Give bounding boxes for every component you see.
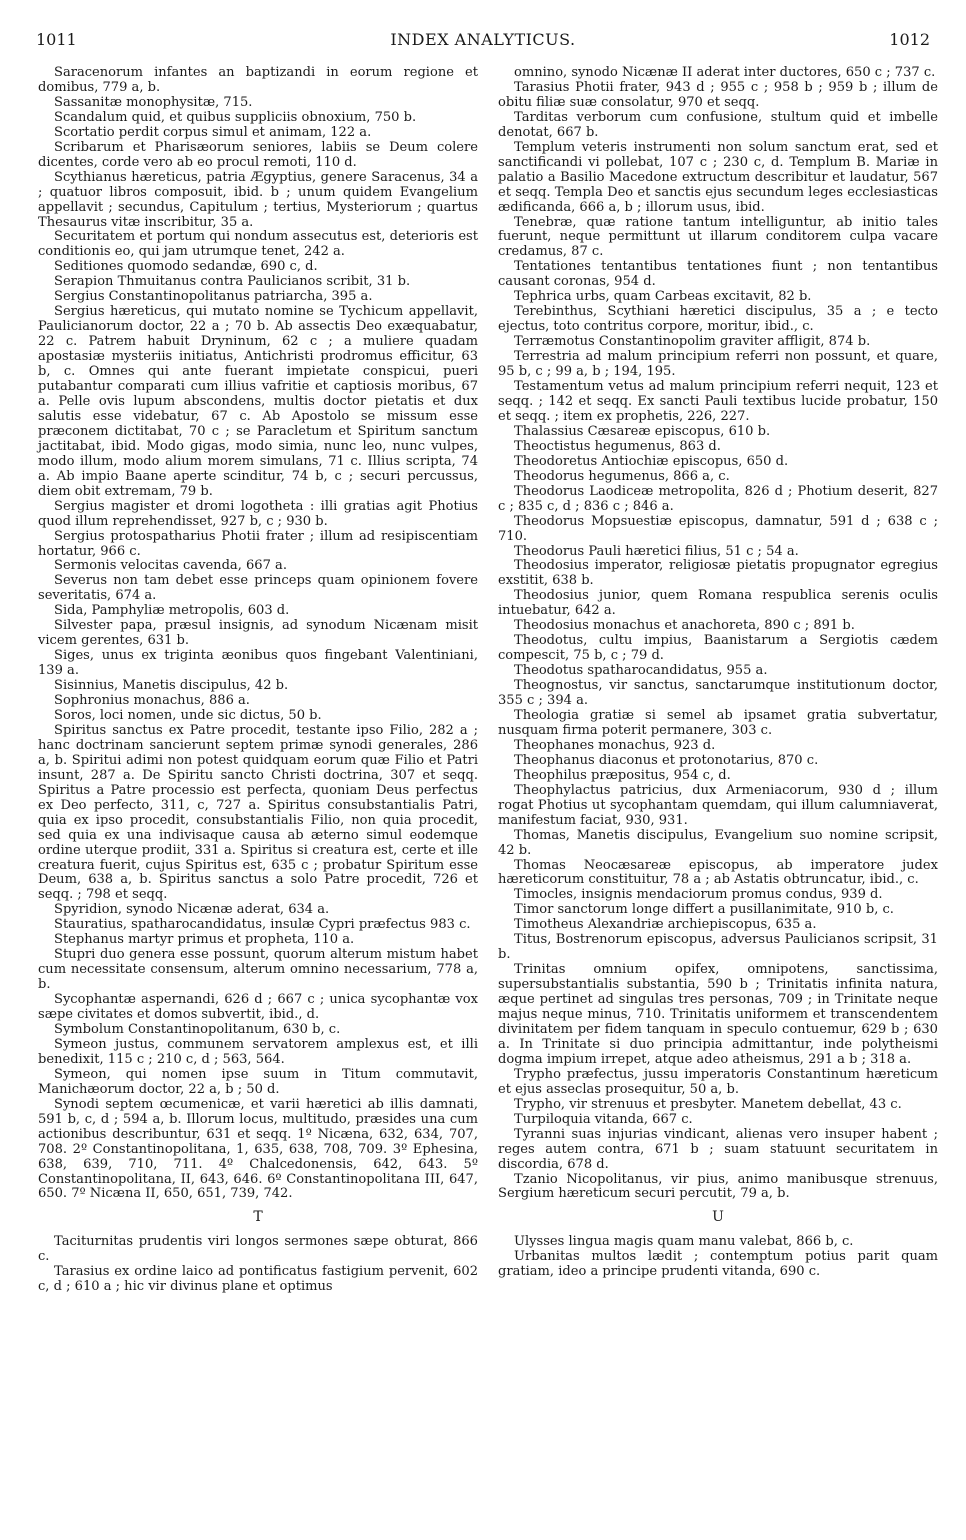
index-entry: Soros, loci nomen, unde sic dictus, 50 b.	[54, 707, 322, 723]
index-entry: Terrestria ad malum principium referri non possunt, et quare, 95 b, c ; 99 a, b ; 194, 195.	[498, 349, 938, 380]
index-entry: Sassanitæ monophysitæ, 715.	[54, 94, 253, 110]
index-entry: Trypho, vir strenuus et presbyter. Manetem debellat, 43 c.	[514, 1096, 902, 1112]
index-entry: Sycophantæ aspernandi, 626 d ; 667 c ; unica sycophantæ vox sæpe civitates et domos subvertit, ibid., d.	[38, 992, 478, 1023]
index-entry: Tzanio Nicopolitanus, vir pius, animo manibusque strenuus, Sergium hæreticum securi percutit, 79 a, b.	[498, 1171, 938, 1202]
index-entry: Tyranni suas injurias vindicant, alienas vero insuper habent ; reges autem contra, 671 b ; suam statuunt securitatem in discordia, 678 d.	[498, 1126, 938, 1172]
index-entry: Tephrica urbs, quam Carbeas excitavit, 82 b.	[514, 289, 812, 305]
index-entry: Siges, unus ex triginta æonibus quos fingebant Valentiniani, 139 a.	[38, 648, 478, 679]
index-entry: Tarasius ex ordine laico ad pontificatus fastigium pervenit, 602 c, d ; 610 a ; hic vir divinus plane et optimus	[38, 1264, 478, 1295]
index-entry: Templum veteris instrumenti non solum sanctum erat, sed et sanctificandi vi pollebat, 107 c ; 230 c, d. Templum B. Mariæ in palatio a Basilio Macedone extructum describitur et laudatur, 567 et seqq. Templa Deo et sanctis ejus secundum leges ecclesiasticas ædificanda, 666 a, b ; illorum usus, ibid.	[498, 139, 938, 215]
page-number-left: 1011	[36, 30, 77, 49]
index-entry: Theodorus hegumenus, 866 a, c.	[514, 468, 730, 484]
index-entry: Sermonis velocitas cavenda, 667 a.	[54, 558, 287, 574]
index-entry: Symbolum Constantinopolitanum, 630 b, c.	[54, 1022, 341, 1037]
index-entry: Symeon, qui nomen ipse suum in Titum commutavit, Manichæorum doctor, 22 a, b ; 50 d.	[38, 1066, 478, 1097]
index-entry: Serapion Thmuitanus contra Paulicianos scribit, 31 b.	[54, 274, 411, 290]
index-entry: Theodotus spatharocandidatus, 955 a.	[514, 663, 768, 679]
page-number-right: 1012	[889, 30, 930, 49]
right-entries-after	[498, 1235, 938, 1280]
index-entry: Scythianus hæreticus, patria Ægyptius, genere Saracenus, 34 a ; quatuor libros composuit, ibid. b ; unum quidem Evangelium appellavit ; secundus, Capitulum ; tertius, Mysteriorum ; quartus Thesaurus vitæ inscribitur, 35 a.	[38, 169, 478, 230]
index-entry: Thomas Neocæsareæ episcopus, ab imperatore judex hæreticorum constituitur, 78 a ; ab Astatis obtruncatur, ibid., c.	[498, 857, 938, 888]
index-entry: Ulysses lingua magis quam manu valebat, 866 b, c.	[514, 1234, 854, 1250]
index-entry: Scribarum et Pharisæorum seniores, labiis se Deum colere dicentes, corde vero ab eo procul remoti, 110 d.	[38, 139, 478, 170]
index-entry: Theophanus diaconus et protonotarius, 870 c.	[514, 752, 819, 768]
index-entry: Theophylactus patricius, dux Armeniacorum, 930 d ; illum rogat Photius ut sycophantam quemdam, qui illum calumniaverat, manifestum faciat, 930, 931.	[498, 782, 938, 828]
index-entry: Sisinnius, Manetis discipulus, 42 b.	[54, 678, 289, 694]
index-entry: Tarditas verborum cum confusione, stultum quid et imbelle denotat, 667 b.	[498, 109, 938, 140]
section-letter-t: T	[253, 1209, 263, 1226]
right-entries	[498, 66, 938, 1202]
index-entry: Trypho præfectus, jussu imperatoris Constantinum hæreticum et ejus asseclas prosequitur, 50 a, b.	[498, 1066, 938, 1097]
index-entry: Silvester papa, præsul insignis, ad synodum Nicænam misit vicem gerentes, 631 b.	[38, 618, 478, 649]
index-entry: Scandalum quid, et quibus suppliciis obnoxium, 750 b.	[54, 109, 417, 125]
index-entry: Sida, Pamphyliæ metropolis, 603 d.	[54, 603, 290, 619]
index-entry: Theodosius junior, quem Romana respublica serenis oculis intuebatur, 642 a.	[498, 588, 938, 619]
index-entry: Timor sanctorum longe differt a pusillanimitate, 910 b, c.	[514, 902, 894, 918]
index-entry: Terebinthus, Scythiani hæretici discipulus, 35 a ; e tecto ejectus, toto contritus corpore, moritur, ibid., c.	[498, 304, 938, 335]
index-entry: Theognostus, vir sanctus, sanctarumque institutionum doctor, 355 c ; 394 a.	[498, 678, 938, 709]
index-entry: Synodi septem œcumenicæ, et varii hæretici ab illis damnati, 591 b, c, d ; 594 a, b. Illorum locus, multitudo, præsides una cum actionibus describuntur, 631 et seqq. 1º Nicæna, 632, 634, 707, 708. 2º Constantinopolitana, 1, 635, 638, 708, 709. 3º Ephesina, 638, 639, 710, 711. 4º Chalcedonensis, 642, 643. 5º Constantinopolitana, II, 643, 646. 6º Constantinopolitana III, 647, 650. 7º Nicæna II, 650, 651, 739, 742.	[38, 1096, 478, 1202]
index-entry: Theodorus Mopsuestiæ episcopus, damnatur, 591 d ; 638 c ; 710.	[498, 513, 938, 544]
index-entry: Theoctistus hegumenus, 863 d.	[514, 438, 721, 454]
index-entry: Thomas, Manetis discipulus, Evangelium suo nomine scripsit, 42 b.	[498, 827, 938, 858]
index-entry: Testamentum vetus ad malum principium referri nequit, 123 et seqq. ; 142 et seqq. Ex sancti Pauli textibus lucide probatur, 150 et seqq. ; item ex prophetis, 226, 227.	[498, 379, 938, 424]
index-entry: Timocles, insignis mendaciorum promus condus, 939 d.	[514, 887, 883, 903]
page-header	[36, 30, 930, 54]
index-entry: Turpiloquia vitanda, 667 c.	[514, 1111, 693, 1127]
index-entry: Theophilus præpositus, 954 c, d.	[514, 767, 731, 783]
index-entry: Sergius magister et dromi logotheta : illi gratias agit Photius quod illum reprehendisset, 927 b, c ; 930 b.	[38, 498, 478, 529]
left-entries-after	[38, 1235, 478, 1295]
index-entry: Sophronius monachus, 886 a.	[54, 693, 250, 709]
index-entry: Theodorus Laodiceæ metropolita, 826 d ; Photium deserit, 827 c ; 835 c, d ; 836 c ; 846 a.	[498, 483, 938, 514]
index-entry: omnino, synodo Nicænæ II aderat inter ductores, 650 c ; 737 c.	[514, 65, 936, 80]
index-entry: Taciturnitas prudentis viri longos sermones sæpe obturat, 866 c.	[38, 1234, 478, 1265]
index-entry: Severus non tam debet esse princeps quam opinionem fovere severitatis, 674 a.	[38, 573, 478, 604]
index-entry: Saracenorum infantes an baptizandi in eorum regione et domibus, 779 a, b.	[38, 65, 478, 95]
index-entry: Terræmotus Constantinopolim graviter affligit, 874 b.	[514, 334, 871, 350]
index-entry: Thalassius Cæsareæ episcopus, 610 b.	[514, 423, 771, 439]
left-column	[38, 66, 478, 1295]
index-entry: Seditiones quomodo sedandæ, 690 c, d.	[54, 259, 318, 275]
index-entry: Sergius hæreticus, qui mutato nomine se Tychicum appellavit, Paulicianorum doctor, 22 a ; 70 b. Ab assectis Deo exæquabatur, 22 c. Patrem habuit Dryninum, 62 c ; a muliere quadam apostasiæ mysteriis initiatus, Antichristi prodromus efficitur, 63 b, c. Omnes qui ante fuerant impietate conspicui, pueri putabantur comparati cum illius vafritie et captiosis moribus, 67 a. Pelle ovis lupum abscondens, multis doctor pietatis et dux salutis esse videbatur, 67 c. Ab Apostolo se missum esse præconem dictitabat, 70 c ; se Paracletum et Spiritum sanctum jactitabat, ibid. Modo gigas, modo simia, nunc leo, nunc vulpes, modo illum, modo alium morem simulans, 71 c. Illius scripta, 74 a. Ab impio Baane aperte scinditur, 74 b, c ; securi percussus, diem obit extremam, 79 b.	[38, 304, 478, 499]
index-entry: Tarasius Photii frater, 943 d ; 955 c ; 958 b ; 959 b ; illum de obitu filiæ suæ consolatur, 970 et seqq.	[498, 79, 938, 110]
index-entry: Urbanitas multos lædit ; contemptum potius parit quam gratiam, ideo a principe prudenti vitanda, 690 c.	[498, 1249, 938, 1280]
index-entry: Theodosius imperator, religiosæ pietatis propugnator egregius exstitit, 638 b.	[498, 558, 938, 589]
index-entry: Timotheus Alexandriæ archiepiscopus, 635 a.	[514, 917, 817, 933]
index-entry: Theologia gratiæ si semel ab ipsamet gratia subvertatur, nusquam firma poterit permanere, 303 c.	[498, 707, 938, 738]
index-entry: Stauratius, spatharocandidatus, insulæ Cypri præfectus 983 c.	[54, 917, 471, 933]
index-entry: Symeon justus, communem servatorem amplexus est, et illi benedixit, 115 c ; 210 c, d ; 563, 564.	[38, 1036, 478, 1067]
index-entry: Securitatem et portum qui nondum assecutus est, deterioris est conditionis eo, qui jam utrumque tenet, 242 a.	[38, 229, 478, 260]
index-entry: Tentationes tentantibus tentationes fiunt ; non tentantibus causant coronas, 954 d.	[498, 259, 938, 290]
running-title: INDEX ANALYTICUS.	[390, 30, 576, 49]
index-entry: Stupri duo genera esse possunt, quorum alterum mistum habet cum necessitate consensum, alterum omnino necessarium, 778 a, b.	[38, 947, 478, 993]
right-column	[498, 66, 938, 1280]
index-entry: Trinitas omnium opifex, omnipotens, sanctissima, supersubstantialis substantia, 590 b ; Trinitatis infinita natura, æque pertinet ad singulas tres personas, 709 ; in Trinitate neque majus neque minus, 710. Trinitatis uniformem et transcendentem divinitatem per fidem tanquam in speculo contuemur, 629 b ; 630 a. In Trinitate si duo principia admittantur, inde polytheismi dogma impium irrepet, atque adeo atheismus, 291 a b ; 318 a.	[498, 962, 938, 1067]
index-entry: Theophanes monachus, 923 d.	[514, 737, 716, 753]
index-entry: Tenebræ, quæ ratione tantum intelliguntur, ab initio tales fuerunt, neque permittunt ut illarum conditorem culpa vacare credamus, 87 c.	[498, 214, 938, 260]
index-entry: Titus, Bostrenorum episcopus, adversus Paulicianos scripsit, 31 b.	[498, 932, 938, 963]
index-entry: Spyridion, synodo Nicænæ aderat, 634 a.	[54, 902, 330, 918]
index-entry: Theodoretus Antiochiæ episcopus, 650 d.	[514, 453, 789, 469]
left-entries	[38, 66, 478, 1202]
index-entry: Theodotus, cultu impius, Baanistarum a Sergiotis cædem compescit, 75 b, c ; 79 d.	[498, 633, 938, 664]
index-entry: Theodosius monachus et anachoreta, 890 c ; 891 b.	[514, 618, 855, 634]
index-entry: Theodorus Pauli hæretici filius, 51 c ; 54 a.	[514, 543, 799, 559]
index-entry: Sergius Constantinopolitanus patriarcha, 395 a.	[54, 289, 373, 305]
index-entry: Scortatio perdit corpus simul et animam, 122 a.	[54, 124, 372, 140]
section-letter-u: U	[712, 1209, 724, 1226]
index-entry: Stephanus martyr primus et propheta, 110 a.	[54, 932, 355, 948]
index-entry: Spiritus sanctus ex Patre procedit, testante ipso Filio, 282 a ; hanc doctrinam sancierunt septem primæ synodi generales, 286 a, b. Spiritui adimi non potest quidquam eorum quæ Filio et Patri insunt, 287 a. De Spiritu sancto Christi doctrina, 307 et seqq. Spiritus a Patre processio est perfecta, quoniam Deus perfectus ex Deo perfecto, 311, c, 727 a. Spiritus consubstantialis Patri, quia ex ipso procedit, consubstantialis Filio, non quia procedit, sed quia ex una indivisaque causa ab æterno simul eodemque ordine uterque prodiit, 331 a. Spiritus si creatura est, certe et ille creatura fuerit, cujus Spiritus est, 635 c ; probatur Spiritum esse Deum, 638 a, b. Spiritus sanctus a solo Patre procedit, 726 et seqq. ; 798 et seqq.	[38, 722, 478, 903]
index-entry: Sergius protospatharius Photii frater ; illum ad resipiscentiam hortatur, 966 c.	[38, 528, 478, 559]
